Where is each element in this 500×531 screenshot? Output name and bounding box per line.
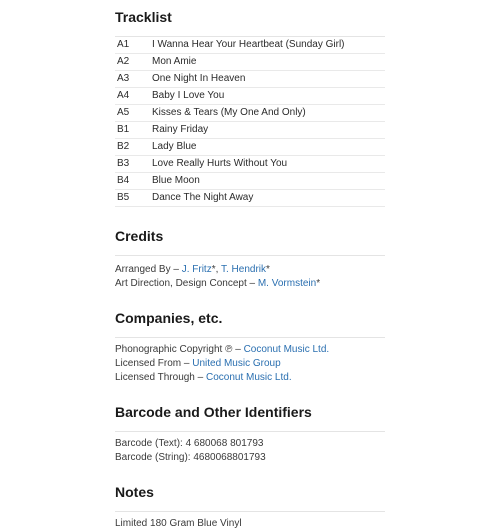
company-role: Phonographic Copyright ℗ –	[115, 344, 244, 355]
artist-link-m-vormstein[interactable]: M. Vormstein	[257, 278, 317, 289]
artist-link-j-fritz[interactable]: J. Fritz	[181, 264, 212, 275]
track-title: Mon Amie	[152, 56, 197, 67]
track-row	[115, 122, 385, 139]
track-position: B1	[117, 124, 130, 135]
companies-list	[115, 338, 385, 385]
track-position: A1	[117, 39, 130, 50]
barcode-list	[115, 432, 385, 465]
barcode-string: Barcode (String): 4680068801793	[115, 452, 266, 463]
notes-line: Limited 180 Gram Blue Vinyl	[115, 518, 242, 529]
track-row	[115, 139, 385, 156]
credit-art-direction	[115, 277, 385, 291]
track-row	[115, 37, 385, 54]
company-licensed-from	[115, 357, 385, 371]
release-details	[115, 0, 385, 531]
track-row	[115, 190, 385, 207]
company-link-coconut-music-2[interactable]: Coconut Music Ltd.	[206, 372, 292, 383]
company-licensed-through	[115, 371, 385, 385]
credit-role: Art Direction, Design Concept –	[115, 278, 258, 289]
barcode-heading: Barcode and Other Identifiers	[115, 404, 312, 420]
track-row	[115, 173, 385, 190]
track-list	[115, 37, 385, 207]
track-row	[115, 88, 385, 105]
notes-heading: Notes	[115, 484, 154, 500]
notes-section	[115, 481, 385, 531]
track-title: I Wanna Hear Your Heartbeat (Sunday Girl)	[152, 39, 345, 50]
tracklist-section	[115, 6, 385, 207]
track-position: A2	[117, 56, 130, 67]
credits-section	[115, 225, 385, 291]
credits-list	[115, 256, 385, 291]
track-title: Rainy Friday	[152, 124, 209, 135]
credit-asterisk: *	[316, 278, 321, 289]
credit-separator: *,	[211, 264, 221, 275]
barcode-text: Barcode (Text): 4 680068 801793	[115, 438, 264, 449]
company-link-united-music-group[interactable]: United Music Group	[192, 358, 281, 369]
artist-link-t-hendrik[interactable]: T. Hendrik	[221, 264, 267, 275]
notes-list	[115, 512, 385, 531]
track-title: Love Really Hurts Without You	[152, 158, 288, 169]
credit-role: Arranged By –	[115, 264, 182, 275]
track-position: A4	[117, 90, 130, 101]
track-position: B3	[117, 158, 130, 169]
track-title: Dance The Night Away	[152, 192, 254, 203]
company-link-coconut-music[interactable]: Coconut Music Ltd.	[243, 344, 330, 355]
company-phonographic-copyright	[115, 343, 385, 357]
companies-heading: Companies, etc.	[115, 310, 223, 326]
track-title: Kisses & Tears (My One And Only)	[152, 107, 306, 118]
company-role: Licensed From –	[115, 358, 193, 369]
track-title: Baby I Love You	[152, 90, 225, 101]
track-position: A3	[117, 73, 130, 84]
track-title: One Night In Heaven	[152, 73, 246, 84]
track-position: A5	[117, 107, 130, 118]
track-position: B4	[117, 175, 130, 186]
track-row	[115, 54, 385, 71]
track-row	[115, 105, 385, 122]
track-row	[115, 71, 385, 88]
track-row	[115, 156, 385, 173]
credit-asterisk: *	[266, 264, 270, 275]
track-title: Lady Blue	[152, 141, 197, 152]
track-title: Blue Moon	[152, 175, 200, 186]
company-role: Licensed Through –	[115, 372, 206, 383]
credits-heading: Credits	[115, 228, 164, 244]
tracklist-heading: Tracklist	[115, 9, 172, 25]
companies-section	[115, 307, 385, 385]
track-position: B5	[117, 192, 130, 203]
barcode-section	[115, 401, 385, 465]
credit-arranged-by	[115, 263, 385, 277]
track-position: B2	[117, 141, 130, 152]
